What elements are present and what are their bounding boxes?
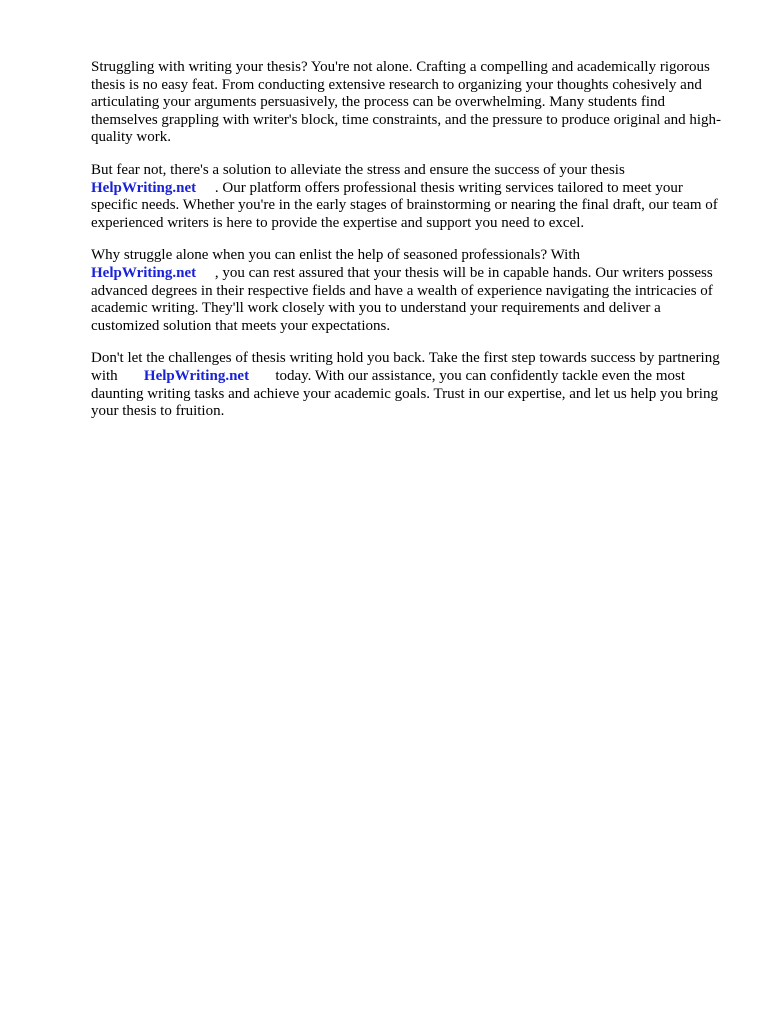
- paragraph-intro: [91, 59, 723, 147]
- paragraph-cta-text-after: today. With our assistance, you can confidently tackle even the most daunting writing tasks and achieve your academic goals. Trust in our expertise, and let us help you bring your thesis to fruition.: [91, 367, 722, 420]
- paragraph-solution-text-after: . Our platform offers professional thesis writing services tailored to meet your specific needs. Whether you're in the early stages of brainstorming or nearing the final draft, our team of experienced writers is here to provide the expertise and support you need to excel.: [91, 179, 722, 231]
- paragraph-solution-text-before: But fear not, there's a solution to alleviate the stress and ensure the success of your thesis: [91, 161, 625, 178]
- paragraph-intro-text: Struggling with writing your thesis? You're not alone. Crafting a compelling and academically rigorous thesis is no easy feat. From conducting extensive research to organizing your thoughts cohesively and articulating your arguments persuasively, the process can be overwhelming. Many students find themselves grappling with writer's block, time constraints, and the pressure to produce original and high-quality work.: [91, 59, 722, 146]
- paragraph-call-to-action: [91, 350, 723, 420]
- helpwriting-link-2[interactable]: HelpWriting.net: [91, 264, 197, 281]
- paragraph-solution: [91, 162, 723, 232]
- paragraph-professionals-text-before: Why struggle alone when you can enlist the help of seasoned professionals? With: [91, 247, 580, 264]
- helpwriting-link-3[interactable]: HelpWriting.net: [143, 367, 250, 384]
- paragraph-professionals: [91, 247, 723, 335]
- paragraph-professionals-text-after: , you can rest assured that your thesis will be in capable hands. Our writers possess advanced degrees in their respective fields and have a wealth of experience navigating the intricacies of academic writing. They'll work closely with you to understand your requirements and deliver a customized solution that meets your expectations.: [91, 264, 717, 334]
- document-page: [91, 59, 723, 436]
- helpwriting-link-1[interactable]: HelpWriting.net: [91, 179, 197, 196]
- paragraph-cta-text-before: Don't let the challenges of thesis writing hold you back. Take the first step towards success by partnering with: [91, 350, 724, 384]
